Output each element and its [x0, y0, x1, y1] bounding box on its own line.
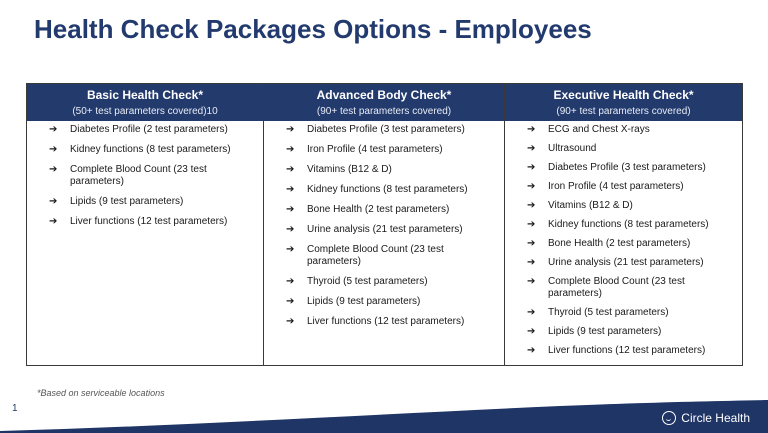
package-item [264, 316, 504, 328]
package-item [27, 124, 263, 136]
arrow-right-icon: ➔ [527, 124, 536, 135]
package-column-basic [27, 84, 264, 365]
arrow-right-icon: ➔ [286, 184, 295, 195]
arrow-right-icon: ➔ [286, 204, 295, 215]
arrow-right-icon: ➔ [286, 124, 295, 135]
packages-table [26, 83, 743, 366]
package-header [264, 84, 504, 121]
package-item [264, 224, 504, 236]
package-item-label: Kidney functions (8 test parameters) [70, 144, 231, 155]
package-item [264, 296, 504, 308]
package-item-label: Thyroid (5 test parameters) [307, 276, 428, 287]
package-subtitle: (50+ test parameters covered)10 [72, 106, 218, 117]
package-item-label: Lipids (9 test parameters) [307, 296, 421, 307]
package-item [27, 216, 263, 228]
package-item [264, 144, 504, 156]
arrow-right-icon: ➔ [527, 200, 536, 211]
package-item [505, 326, 742, 338]
package-subtitle: (90+ test parameters covered) [556, 106, 691, 117]
arrow-right-icon: ➔ [527, 345, 536, 356]
package-item [505, 257, 742, 269]
arrow-right-icon: ➔ [286, 316, 295, 327]
arrow-right-icon: ➔ [286, 144, 295, 155]
arrow-right-icon: ➔ [49, 124, 58, 135]
arrow-right-icon: ➔ [49, 164, 58, 175]
package-item-label: Diabetes Profile (2 test parameters) [70, 124, 228, 135]
package-items [27, 121, 263, 236]
package-item-label: Iron Profile (4 test parameters) [307, 144, 443, 155]
arrow-right-icon: ➔ [527, 219, 536, 230]
package-name: Executive Health Check* [553, 88, 694, 102]
package-item-label: Bone Health (2 test parameters) [307, 204, 450, 215]
package-item [505, 143, 742, 155]
package-item-label: Kidney functions (8 test parameters) [548, 219, 709, 230]
package-item-label: Kidney functions (8 test parameters) [307, 184, 468, 195]
package-column-advanced [264, 84, 505, 365]
package-item [505, 238, 742, 250]
package-item [264, 124, 504, 136]
package-item-label: Bone Health (2 test parameters) [548, 238, 691, 249]
package-item [505, 345, 742, 357]
package-item-label: Lipids (9 test parameters) [70, 196, 184, 207]
arrow-right-icon: ➔ [286, 244, 295, 255]
package-item [505, 200, 742, 212]
arrow-right-icon: ➔ [286, 296, 295, 307]
package-header [505, 84, 742, 121]
package-item-label: Urine analysis (21 test parameters) [548, 257, 704, 268]
arrow-right-icon: ➔ [49, 216, 58, 227]
package-item-label: Vitamins (B12 & D) [307, 164, 392, 175]
package-items [505, 121, 742, 364]
package-name: Advanced Body Check* [316, 88, 452, 102]
footer-wave [0, 400, 768, 433]
package-item [264, 276, 504, 288]
brand-name: Circle Health [681, 411, 750, 425]
package-item-label: Diabetes Profile (3 test parameters) [307, 124, 465, 135]
package-item [505, 219, 742, 231]
arrow-right-icon: ➔ [286, 224, 295, 235]
package-item [27, 164, 263, 188]
package-item-label: Thyroid (5 test parameters) [548, 307, 669, 318]
arrow-right-icon: ➔ [286, 164, 295, 175]
package-item [264, 164, 504, 176]
arrow-right-icon: ➔ [49, 144, 58, 155]
arrow-right-icon: ➔ [286, 276, 295, 287]
package-item-label: Ultrasound [548, 143, 597, 154]
package-item-label: Diabetes Profile (3 test parameters) [548, 162, 706, 173]
package-item [264, 244, 504, 268]
package-name: Basic Health Check* [86, 88, 204, 102]
arrow-right-icon: ➔ [527, 181, 536, 192]
arrow-right-icon: ➔ [527, 257, 536, 268]
package-subtitle: (90+ test parameters covered) [316, 106, 452, 117]
package-item-label: Urine analysis (21 test parameters) [307, 224, 463, 235]
package-item-label: Complete Blood Count (23 test parameters) [307, 244, 444, 267]
package-items [264, 121, 504, 336]
package-item [505, 181, 742, 193]
arrow-right-icon: ➔ [527, 276, 536, 287]
package-item [27, 144, 263, 156]
package-item [505, 307, 742, 319]
footnote: *Based on serviceable locations [37, 388, 165, 398]
package-item [264, 204, 504, 216]
package-item [505, 162, 742, 174]
package-item-label: Liver functions (12 test parameters) [70, 216, 228, 227]
package-item [505, 276, 742, 300]
arrow-right-icon: ➔ [527, 307, 536, 318]
package-item-label: Iron Profile (4 test parameters) [548, 181, 684, 192]
package-column-executive [505, 84, 742, 365]
arrow-right-icon: ➔ [527, 326, 536, 337]
package-item-label: Lipids (9 test parameters) [548, 326, 662, 337]
package-item-label: ECG and Chest X-rays [548, 124, 650, 135]
arrow-right-icon: ➔ [527, 143, 536, 154]
package-item [264, 184, 504, 196]
package-item-label: Liver functions (12 test parameters) [307, 316, 465, 327]
arrow-right-icon: ➔ [527, 238, 536, 249]
package-item-label: Vitamins (B12 & D) [548, 200, 633, 211]
package-header [27, 84, 263, 121]
page-title: Health Check Packages Options - Employees [34, 14, 592, 44]
arrow-right-icon: ➔ [49, 196, 58, 207]
page-number: 1 [12, 403, 18, 414]
package-item-label: Complete Blood Count (23 test parameters) [70, 164, 207, 187]
package-item [505, 124, 742, 136]
arrow-right-icon: ➔ [527, 162, 536, 173]
package-item-label: Complete Blood Count (23 test parameters) [548, 276, 685, 299]
package-item [27, 196, 263, 208]
package-item-label: Liver functions (12 test parameters) [548, 345, 706, 356]
smile-circle-icon [662, 411, 676, 425]
brand-logo [662, 411, 750, 425]
